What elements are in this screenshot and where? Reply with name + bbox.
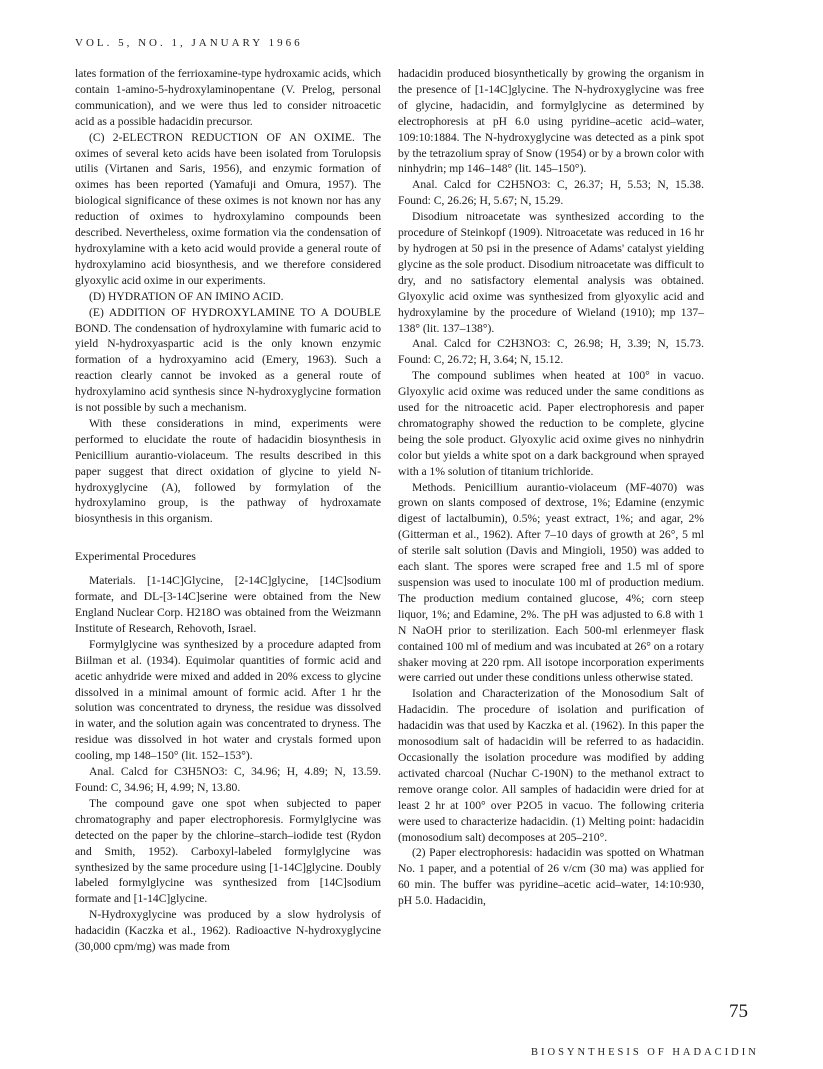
paragraph: (D) HYDRATION OF AN IMINO ACID.	[89, 289, 284, 303]
section-heading: Experimental Procedures	[75, 549, 196, 564]
paragraph: (2) Paper electrophoresis: hadacidin was spotted on Whatman No. 1 paper, and a potential of 26 v/cm (30 ma) was applied for 60 min. The buffer was pyridine–acetic acid–water, 14:10:930, pH 5.0. Hadacidin,	[398, 846, 704, 908]
paragraph: With these considerations in mind, experiments were performed to elucidate the route of hadacidin biosynthesis in Penicillium aurantio-violaceum. The results described in this paper suggest that direct oxidation of glycine to yield N-hydroxyglycine (A), followed by formylation of the hydroxylamino group, is the pathway of hydroxamate biosynthesis in this organism.	[75, 416, 381, 526]
paragraph: Anal. Calcd for C2H3NO3: C, 26.98; H, 3.39; N, 15.73. Found: C, 26.72; H, 3.64; N, 15.12.	[398, 337, 704, 367]
paragraph: (C) 2-ELECTRON REDUCTION OF AN OXIME. The oximes of several keto acids have been isolated from Torulopsis utilis (Virtanen and Saris, 1956), and enzymic formation of oximes has been reported (Yamafuji and Omura, 1957). The biological significance of these oximes is not known nor has any reduction of oximes to hydroxylamino compounds been described. Nevertheless, oxime formation via the condensation of hydroxylamine with a keto acid would provide a general route of hydroxylamino acid biosynthesis, and we therefore considered glyoxylic acid oxime in our experiments.	[75, 130, 381, 287]
paragraph: hadacidin produced biosynthetically by growing the organism in the presence of [1-14C]glycine. The N-hydroxyglycine was free of glycine, hadacidin, and formylglycine as determined by electrophoresis at pH 6.0 using pyridine–acetic acid–water, 109:10:1884. The N-hydroxyglycine was detected as a pink spot by the tetrazolium spray of Snow (1954) or by a brown color with ninhydrin; mp 146–148° (lit. 145–150°).	[398, 67, 704, 176]
paragraph: Anal. Calcd for C3H5NO3: C, 34.96; H, 4.89; N, 13.59. Found: C, 34.96; H, 4.99; N, 13.80.	[75, 765, 381, 794]
paragraph: lates formation of the ferrioxamine-type hydroxamic acids, which contain 1-amino-5-hydroxylaminopentane (V. Prelog, personal communication), and we were thus led to consider nitroacetic acid as a possible hadacidin precursor.	[75, 67, 381, 128]
running-head: VOL. 5, NO. 1, JANUARY 1966	[75, 37, 303, 49]
paragraph: (E) ADDITION OF HYDROXYLAMINE TO A DOUBLE BOND. The condensation of hydroxylamine with fumaric acid to yield N-hydroxyaspartic acid is the only known enzymic formation of a hydroxyamino acid (Emery, 1963). Such a reaction clearly cannot be invoked as a general route of hydroxylamino acid synthesis since N-hydroxyglycine formation is not possible by such a mechanism.	[75, 305, 381, 415]
paragraph: Materials. [1-14C]Glycine, [2-14C]glycine, [14C]sodium formate, and DL-[3-14C]serine were obtained from the New England Nuclear Corp. H218O was obtained from the Weizmann Institute of Research, Rehovoth, Israel.	[75, 574, 381, 635]
paragraph: Formylglycine was synthesized by a procedure adapted from Biilman et al. (1934). Equimolar quantities of formic acid and acetic anhydride were mixed and added in 20% excess to glycine dissolved in a minimal amount of formic acid. After 1 hr the solution was concentrated to dryness, the residue was dissolved in water, and the solution again was concentrated to dryness. The residue was dissolved in hot water and crystals formed upon cooling, mp 148–150° (lit. 152–153°).	[75, 637, 381, 763]
paragraph: The compound sublimes when heated at 100° in vacuo. Glyoxylic acid oxime was reduced under the same conditions as used for the nitroacetic acid. Paper electrophoresis and paper chromatography showed the reduction to be complete, glycine being the sole product. Glyoxylic acid oxime gives no ninhydrin color but yields a white spot on a dark background when sprayed with a 1% solution of titanium trichloride.	[398, 369, 704, 478]
paragraph: The compound gave one spot when subjected to paper chromatography and paper electrophoresis. Formylglycine was detected on the paper by the chlorine–starch–iodide test (Rydon and Smith, 1952). Carboxyl-labeled formylglycine was synthesized by the same procedure using [1-14C]glycine. Doubly labeled formylglycine was synthesized from [14C]sodium formate and [1-14C]glycine.	[75, 796, 381, 906]
paragraph: Disodium nitroacetate was synthesized according to the procedure of Steinkopf (1909). Nitroacetate was reduced in 16 hr by hydrogen at 50 psi in the presence of Adams' catalyst yielding glycine as the sole product. Disodium nitroacetate was difficult to dry, and no satisfactory elemental analysis was obtained. Glyoxylic acid oxime was synthesized from glyoxylic acid and hydroxylamine by the procedure of Wieland (1910); mp 137–138° (lit. 137–138°).	[398, 210, 704, 335]
paragraph: Methods. Penicillium aurantio-violaceum (MF-4070) was grown on slants composed of dextrose, 1%; Edamine (enzymic digest of lactalbumin), 0.5%; yeast extract, 1%; and agar, 2% (Gitterman et al., 1962). After 7–10 days of growth at 26°, 5 ml of sterile salt solution (Davis and Mingioli, 1950) was added to each slant. The spores were scraped free and 1.5 ml of spore suspension was used to inoculate 100 ml of production medium. The production medium contained glucose, 4%; corn steep liquor, 1%; and Edamine, 2%. The pH was adjusted to 6.8 with 1 N NaOH prior to sterilization. Each 500-ml erlenmeyer flask contained 100 ml of medium and was incubated at 26° on a rotary shaker moving at 220 rpm. All isotope incorporation experiments were carried out under these conditions unless otherwise stated.	[398, 480, 704, 685]
paragraph: Anal. Calcd for C2H5NO3: C, 26.37; H, 5.53; N, 15.38. Found: C, 26.26; H, 5.67; N, 15.29.	[398, 178, 704, 208]
paragraph: N-Hydroxyglycine was produced by a slow hydrolysis of hadacidin (Kaczka et al., 1962). Radioactive N-hydroxyglycine (30,000 cpm/mg) was made from	[75, 908, 381, 954]
page-number: 75	[729, 1001, 748, 1022]
paragraph: Isolation and Characterization of the Monosodium Salt of Hadacidin. The procedure of isolation and purification of hadacidin was that used by Kaczka et al. (1962). In this paper the monosodium salt of hadacidin will be referred to as hadacidin. Occasionally the isolation procedure was modified by adding activated charcoal (Nuchar C-190N) to the methanol extract to remove orange color. All samples of hadacidin were dried for at least 2 hr at 100° over P2O5 in vacuo. The following criteria were used to characterize hadacidin. (1) Melting point: hadacidin (monosodium salt) decomposes at 205–210°.	[398, 687, 704, 844]
right-column	[398, 66, 704, 909]
left-column	[75, 66, 381, 955]
running-foot: BIOSYNTHESIS OF HADACIDIN	[531, 1047, 759, 1058]
